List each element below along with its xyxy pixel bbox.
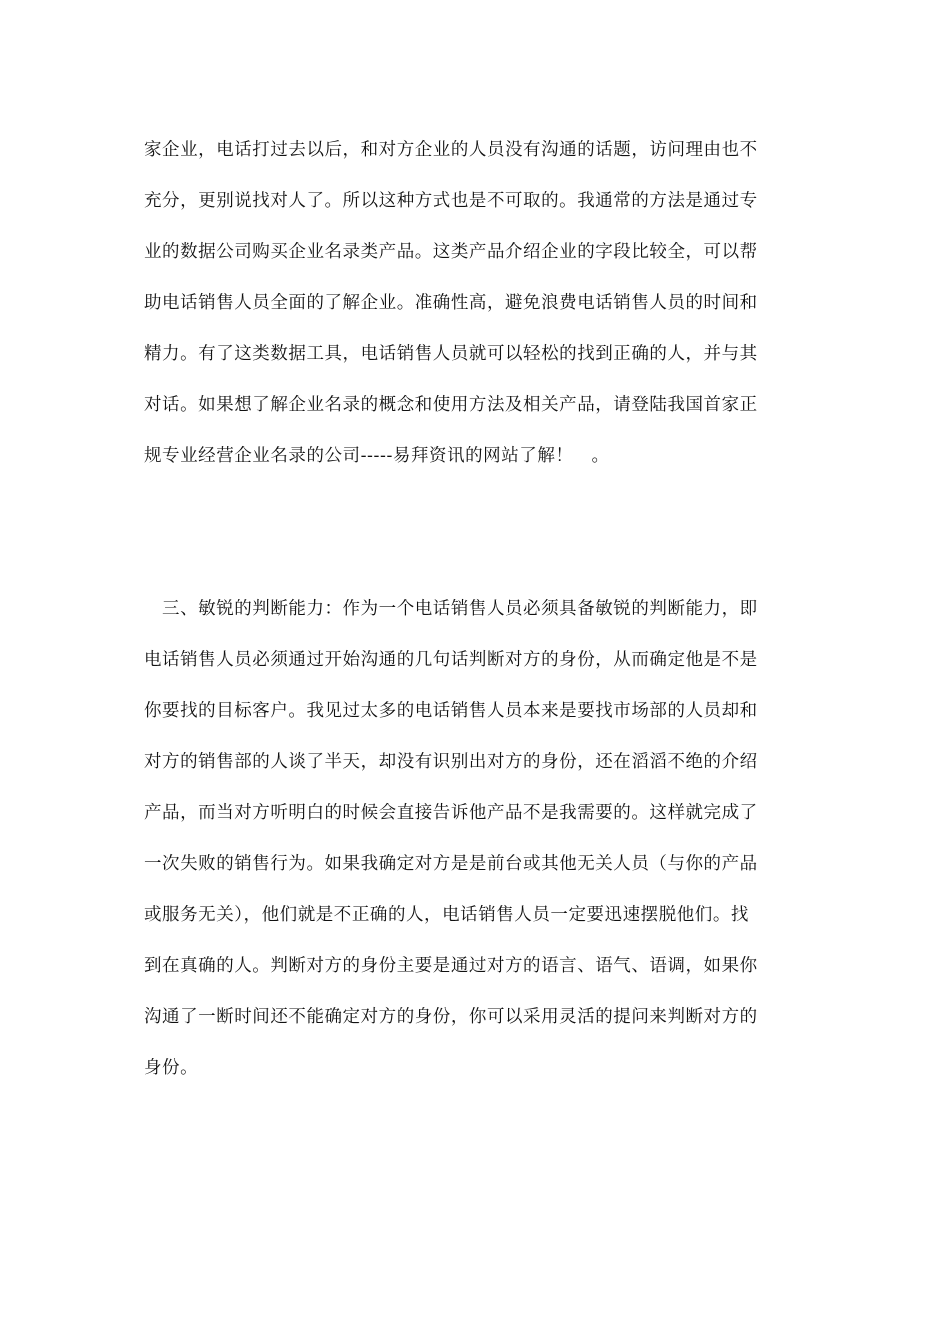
paragraph-line: 三、敏锐的判断能力：作为一个电话销售人员必须具备敏锐的判断能力，即: [144, 599, 758, 619]
paragraph-line: 对话。如果想了解企业名录的概念和使用方法及相关产品，请登陆我国首家正: [144, 395, 758, 415]
paragraph-line: 一次失败的销售行为。如果我确定对方是是前台或其他无关人员（与你的产品: [144, 854, 758, 874]
paragraph-line: 家企业，电话打过去以后，和对方企业的人员没有沟通的话题，访问理由也不: [144, 140, 758, 160]
paragraph-line: 沟通了一断时间还不能确定对方的身份，你可以采用灵活的提问来判断对方的: [144, 1007, 758, 1027]
paragraph-line: 产品，而当对方听明白的时候会直接告诉他产品不是我需要的。这样就完成了: [144, 803, 758, 823]
paragraph-line: 到在真确的人。判断对方的身份主要是通过对方的语言、语气、语调，如果你: [144, 956, 758, 976]
paragraph-line: 电话销售人员必须通过开始沟通的几句话判断对方的身份，从而确定他是不是: [144, 650, 758, 670]
paragraph-line: 对方的销售部的人谈了半天，却没有识别出对方的身份，还在滔滔不绝的介绍: [144, 752, 758, 772]
paragraph-line: 身份。: [144, 1058, 199, 1078]
paragraph-line: 充分，更别说找对人了。所以这种方式也是不可取的。我通常的方法是通过专: [144, 191, 758, 211]
paragraph-line: 或服务无关），他们就是不正确的人，电话销售人员一定要迅速摆脱他们。找: [144, 905, 749, 925]
paragraph-line: 你要找的目标客户。我见过太多的电话销售人员本来是要找市场部的人员却和: [144, 701, 758, 721]
paragraph-line: 业的数据公司购买企业名录类产品。这类产品介绍企业的字段比较全，可以帮: [144, 242, 758, 262]
paragraph-line: 规专业经营企业名录的公司-----易拜资讯的网站了解！ 。: [144, 446, 610, 466]
paragraph-line: 助电话销售人员全面的了解企业。准确性高，避免浪费电话销售人员的时间和: [144, 293, 758, 313]
paragraph-line: 精力。有了这类数据工具，电话销售人员就可以轻松的找到正确的人，并与其: [144, 344, 758, 364]
